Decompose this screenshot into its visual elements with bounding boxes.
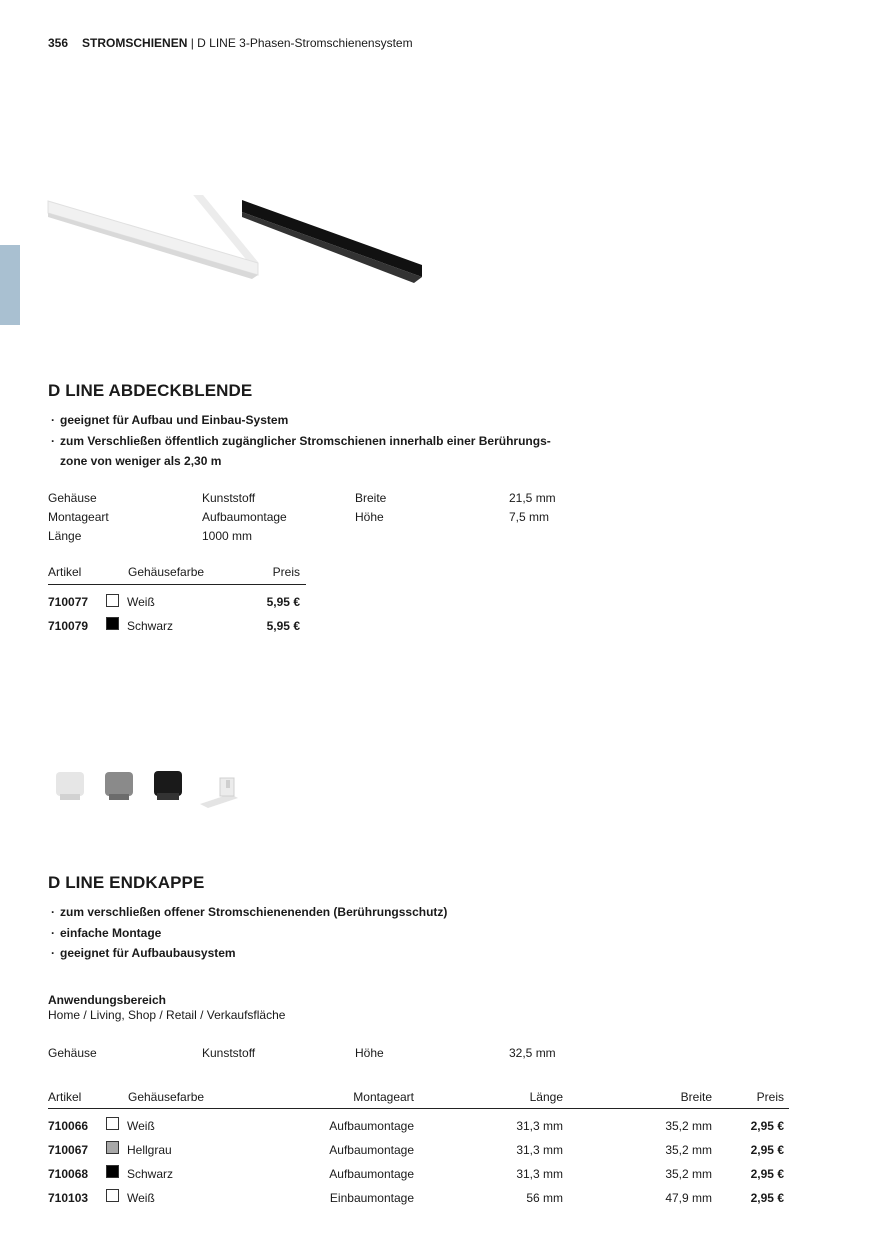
table-row (48, 594, 306, 614)
col-header-montageart: Montageart (353, 1090, 414, 1104)
width: 35,2 mm (665, 1143, 712, 1157)
length: 31,3 mm (516, 1119, 563, 1133)
spec-value: 32,5 mm (509, 1046, 556, 1060)
spec-label: Gehäuse (48, 1046, 97, 1060)
header-divider (48, 1108, 789, 1109)
artikel-number: 710103 (48, 1191, 89, 1205)
price: 5,95 € (266, 619, 300, 633)
col-header-breite: Breite (680, 1090, 712, 1104)
header-subtitle: D LINE 3-Phasen-Stromschienensystem (197, 36, 413, 50)
endcap-flush-white-image (200, 778, 238, 808)
section-title: STROMSCHIENEN (82, 36, 188, 50)
table-row (48, 618, 306, 638)
spec-value: Kunststoff (202, 1046, 256, 1060)
spec-value: 21,5 mm (509, 491, 556, 505)
color-swatch (106, 1189, 119, 1202)
spec-label: Gehäuse (48, 491, 97, 505)
color-swatch (106, 617, 119, 630)
header-divider (48, 584, 306, 585)
table-row (48, 1191, 789, 1211)
table-row (48, 1143, 789, 1163)
color-name: Hellgrau (127, 1143, 172, 1157)
width: 47,9 mm (665, 1191, 712, 1205)
spec-value: Kunststoff (202, 491, 256, 505)
length: 31,3 mm (516, 1143, 563, 1157)
spec-value: 1000 mm (202, 529, 253, 543)
artikel-number: 710067 (48, 1143, 89, 1157)
feature-item: · zum verschließen offener Stromschienenenden (Berührungsschutz) (51, 902, 571, 923)
endcap-white-image (56, 772, 84, 800)
spec-label: Höhe (355, 510, 384, 524)
color-name: Schwarz (127, 619, 174, 633)
feature-item-continuation: zone von weniger als 2,30 m (60, 454, 222, 468)
color-name: Weiß (127, 595, 155, 609)
mounting-type: Aufbaumontage (329, 1167, 414, 1181)
product1-images (44, 195, 434, 290)
color-name: Schwarz (127, 1167, 174, 1181)
spec-label: Höhe (355, 1046, 384, 1060)
price: 2,95 € (750, 1143, 784, 1157)
spec-value: Aufbaumontage (202, 510, 287, 524)
width: 35,2 mm (665, 1167, 712, 1181)
col-header-farbe: Gehäusefarbe (128, 1090, 205, 1104)
spec-label: Breite (355, 491, 387, 505)
product1-title: D LINE ABDECKBLENDE (48, 381, 253, 400)
col-header-preis: Preis (756, 1090, 784, 1104)
page-header (48, 36, 413, 50)
table-row (48, 1119, 789, 1139)
product2-images (50, 766, 245, 816)
spec-label: Montageart (48, 510, 109, 524)
cover-strip-white-image (48, 195, 258, 279)
feature-item: · geeignet für Aufbau und Einbau-System (51, 410, 571, 431)
artikel-number: 710068 (48, 1167, 89, 1181)
price: 2,95 € (750, 1167, 784, 1181)
color-swatch (106, 1117, 119, 1130)
product1-specs (48, 491, 608, 551)
chapter-side-tab (0, 245, 20, 325)
cover-strip-black-image (242, 200, 422, 283)
length: 56 mm (526, 1191, 563, 1205)
feature-item: · geeignet für Aufbaubausystem (51, 943, 571, 964)
color-swatch (106, 1141, 119, 1154)
page-number: 356 (48, 36, 69, 50)
artikel-number: 710077 (48, 595, 89, 609)
header-separator: | (187, 36, 198, 50)
width: 35,2 mm (665, 1119, 712, 1133)
col-header-artikel: Artikel (48, 565, 82, 579)
feature-item: · zum Verschließen öffentlich zugänglicher Stromschienen innerhalb einer Berührungs- (51, 431, 571, 452)
endcap-grey-image (105, 772, 133, 800)
color-swatch (106, 1165, 119, 1178)
feature-item: · einfache Montage (51, 923, 571, 944)
product2-specs (48, 1046, 608, 1066)
table-row (48, 1167, 789, 1187)
spec-value: 7,5 mm (509, 510, 550, 524)
col-header-laenge: Länge (529, 1090, 563, 1104)
color-swatch (106, 594, 119, 607)
artikel-number: 710066 (48, 1119, 89, 1133)
endcap-black-image (154, 771, 182, 800)
product1-feature-list (51, 410, 571, 472)
mounting-type: Aufbaumontage (329, 1143, 414, 1157)
color-name: Weiß (127, 1191, 155, 1205)
product2-feature-list (51, 902, 571, 964)
col-header-preis: Preis (272, 565, 300, 579)
product1-article-table (48, 565, 306, 640)
application-label: Anwendungsbereich (48, 993, 167, 1007)
price: 2,95 € (750, 1191, 784, 1205)
col-header-artikel: Artikel (48, 1090, 82, 1104)
spec-label: Länge (48, 529, 82, 543)
mounting-type: Aufbaumontage (329, 1119, 414, 1133)
product2-article-table (48, 1090, 789, 1215)
price: 5,95 € (266, 595, 300, 609)
price: 2,95 € (750, 1119, 784, 1133)
artikel-number: 710079 (48, 619, 89, 633)
product2-title: D LINE ENDKAPPE (48, 873, 205, 892)
length: 31,3 mm (516, 1167, 563, 1181)
color-name: Weiß (127, 1119, 155, 1133)
application-value: Home / Living, Shop / Retail / Verkaufsfläche (48, 1008, 286, 1022)
col-header-farbe: Gehäusefarbe (128, 565, 205, 579)
mounting-type: Einbaumontage (329, 1191, 414, 1205)
